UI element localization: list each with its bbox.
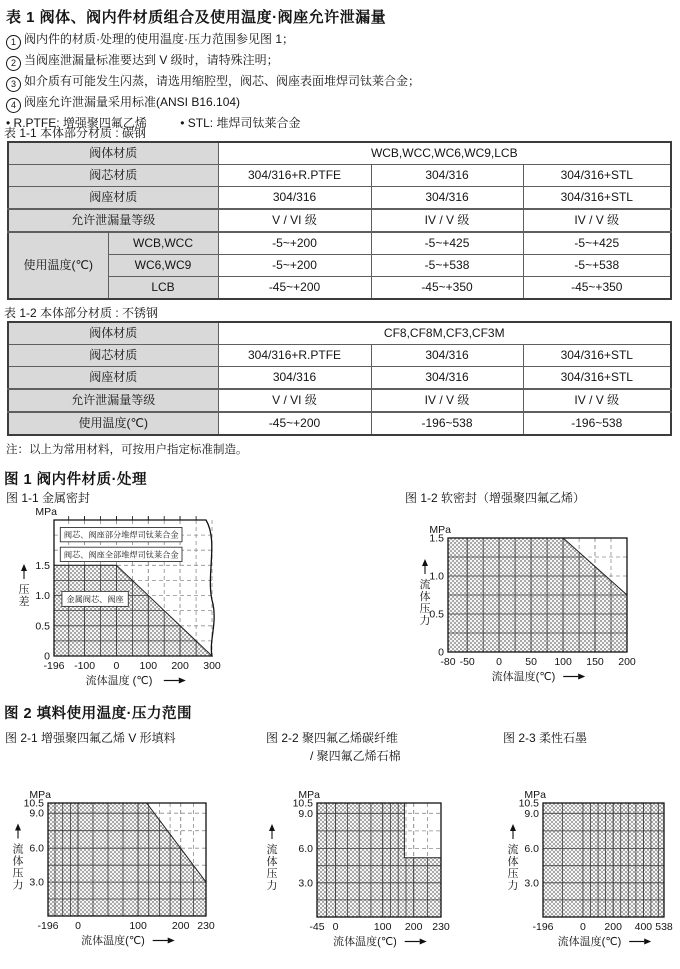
cell: 304/316 [218,187,371,210]
x-tick-label: -100 [74,660,96,672]
cell: -5~+425 [371,232,523,255]
table-footnote: 注：以上为常用材料，可按用户指定标准制造。 [6,444,248,456]
x-tick-label: 0 [75,920,81,932]
svg-text:流: 流 [507,844,519,856]
y-tick-label: 10.5 [23,797,44,810]
svg-text:体: 体 [419,591,431,603]
note-item [6,72,420,93]
svg-text:力: 力 [12,879,24,892]
svg-text:阀芯、阀座部分堆焊司钛莱合金: 阀芯、阀座部分堆焊司钛莱合金 [63,530,179,540]
x-axis-title: 流体温度(℃) [557,936,622,948]
cell: -45~+350 [523,277,671,300]
table-row [8,232,671,255]
y-tick-label: 0.5 [429,608,444,621]
x-tick-label: 150 [586,656,604,668]
x-tick-label: 200 [404,921,423,933]
circled-number: 4 [6,98,21,113]
cell: 304/316 [218,367,371,390]
fig2-2-caption-line1: 图 2-2 聚四氟乙烯碳纤维 [266,731,399,745]
x-axis-arrow [405,939,427,945]
x-axis-arrow [563,674,585,680]
notes-block [6,30,420,135]
y-tick-label: 9.0 [298,807,313,820]
cell: -45~+350 [371,277,523,300]
cell: 304/316 [371,187,523,210]
row-label: 阀体材质 [8,322,218,345]
x-tick-label: 50 [525,656,537,668]
annotation-box [62,591,128,606]
cell: CF8,CF8M,CF3,CF3M [218,322,671,345]
x-tick-label: 200 [618,656,636,668]
y-tick-label: 0 [44,650,50,663]
chart-fig2-2-ptfe-fiber-packing [260,779,460,951]
note-text: 如介质有可能发生闪蒸，请选用缩腔型，阀芯、阀座表面堆焊司钛莱合金； [24,74,421,88]
fig2-heading: 图 2 填料使用温度·压力范围 [4,706,192,722]
table-row [8,255,671,277]
x-tick-label: 400 [634,921,653,933]
note-text: 阀座允许泄漏量采用标准(ANSI B16.104) [24,95,241,109]
table-row [8,367,671,390]
x-tick-label: -45 [309,921,325,933]
y-tick-label: 0 [438,646,444,659]
cell: -196~538 [523,412,671,435]
x-tick-label: 300 [203,660,221,672]
row-label: 使用温度(℃) [8,232,108,299]
svg-text:压: 压 [507,868,519,880]
legend-rptfe: • R.PTFE: 增强聚四氟乙烯 [6,116,147,130]
cell: 304/316+STL [523,345,671,367]
table-row [8,389,671,412]
y-tick-label: 6.0 [29,842,44,855]
row-label: 阀座材质 [8,367,218,390]
y-tick-label: 1.0 [429,570,444,583]
cell: 304/316+R.PTFE [218,165,371,187]
row-label: 阀芯材质 [8,165,218,187]
x-tick-label: -196 [532,921,554,933]
cell: 304/316+R.PTFE [218,345,371,367]
cell: V / VI 级 [218,389,371,412]
table-row [8,142,671,165]
cell: -5~+538 [371,255,523,277]
cell: 304/316 [371,367,523,390]
x-tick-label: 538 [655,921,673,933]
cell: 304/316 [371,165,523,187]
y-axis-title [19,564,30,608]
y-tick-label: 0.5 [35,620,50,633]
x-axis-title: 流体温度(℃) [81,935,145,947]
svg-text:体: 体 [507,856,519,868]
cell: -5~+200 [218,232,371,255]
svg-text:差: 差 [18,596,30,608]
cell: 304/316+STL [523,165,671,187]
unit-label: MPa [429,524,451,536]
note-item [6,30,420,51]
svg-text:压: 压 [18,584,30,596]
y-tick-label: 9.0 [29,807,44,820]
y-tick-label: 6.0 [298,843,313,856]
cell: -196~538 [371,412,523,435]
x-axis-arrow [629,939,651,945]
annotation-box [60,547,182,561]
fig1-1-caption: 图 1-1 金属密封 [6,491,91,505]
cell: -45~+200 [218,277,371,300]
sub-label: WCB,WCC [108,232,218,255]
cell: IV / V 级 [371,389,523,412]
chart-fig2-3-graphite-packing [453,779,679,951]
table-row [8,412,671,435]
cell: -45~+200 [218,412,371,435]
row-label: 使用温度(℃) [8,412,218,435]
fig1-2-caption: 图 1-2 软密封（增强聚四氟乙烯） [405,491,586,505]
svg-text:流: 流 [419,579,431,591]
x-tick-label: -50 [459,656,475,668]
svg-text:阀芯、阀座全部堆焊司钛莱合金: 阀芯、阀座全部堆焊司钛莱合金 [63,550,179,560]
x-tick-label: 200 [171,660,189,672]
cell: 304/316 [371,345,523,367]
table-row [8,345,671,367]
x-axis-title: 流体温度(℃) [333,936,397,948]
cell: IV / V 级 [371,209,523,232]
x-tick-label: 100 [373,921,392,933]
svg-text:压: 压 [12,867,24,880]
unit-label: MPa [35,506,57,518]
sub-label: WC6,WC9 [108,255,218,277]
table-row [8,277,671,300]
y-axis-title [420,559,431,627]
table-row [8,165,671,187]
table-1-2-caption: 表 1-2 本体部分材质 : 不锈钢 [4,306,159,320]
row-label: 允许泄漏量等级 [8,209,218,232]
sub-label: LCB [108,277,218,300]
y-tick-label: 3.0 [524,877,539,890]
svg-text:力: 力 [419,615,431,627]
x-tick-label: -196 [37,920,59,932]
svg-text:力: 力 [507,880,519,892]
table-row [8,322,671,345]
x-tick-label: 100 [554,656,572,668]
y-tick-label: 1.0 [35,590,50,602]
unit-label: MPa [29,789,51,801]
unit-label: MPa [298,789,320,801]
x-tick-label: 100 [129,920,147,932]
y-tick-label: 3.0 [29,876,44,889]
table-row [8,187,671,210]
table-1-2 [7,321,672,436]
circled-number: 2 [6,56,21,71]
x-tick-label: 0 [579,921,586,933]
y-tick-label: 10.5 [518,797,539,810]
svg-text:流: 流 [266,844,278,856]
x-tick-label: 0 [113,660,120,672]
svg-text:体: 体 [266,856,278,868]
cell: 304/316+STL [523,187,671,210]
svg-text:力: 力 [266,880,278,892]
x-axis-arrow [153,938,175,944]
cell: WCB,WCC,WC6,WC9,LCB [218,142,671,165]
chart-fig2-1-rptfe-packing [6,779,224,951]
svg-text:体: 体 [12,855,24,868]
y-tick-label: 10.5 [292,797,313,810]
x-tick-label: 230 [432,921,450,933]
x-tick-label: 0 [332,921,339,933]
unit-label: MPa [524,789,546,801]
svg-text:压: 压 [266,868,278,880]
row-label: 阀芯材质 [8,345,218,367]
svg-text:金属阀芯、阀座: 金属阀芯、阀座 [66,594,124,604]
note-text: 阀内件的材质·处理的使用温度·压力范围参见图 1； [24,32,295,46]
svg-text:压: 压 [419,603,431,615]
cell: V / VI 级 [218,209,371,232]
note-item [6,51,420,72]
x-tick-label: 200 [171,920,190,932]
x-axis-title: 流体温度 (℃) [85,675,153,687]
circled-number: 3 [6,77,21,92]
fig2-1-caption: 图 2-1 增强聚四氟乙烯 V 形填料 [5,731,176,745]
svg-text:流: 流 [12,843,24,856]
x-axis-title: 流体温度(℃) [491,671,556,683]
y-tick-label: 1.5 [429,532,444,545]
y-tick-label: 6.0 [524,843,539,856]
row-label: 允许泄漏量等级 [8,389,218,412]
table-row [8,209,671,232]
y-axis-title [13,824,24,892]
y-tick-label: 9.0 [524,807,539,820]
x-tick-label: 230 [197,920,215,932]
table-1-1-caption: 表 1-1 本体部分材质 : 碳钢 [4,126,147,140]
fig2-3-caption: 图 2-3 柔性石墨 [503,731,588,745]
fig2-2-caption-line2: / 聚四氟乙烯石棉 [310,749,401,763]
cell: IV / V 级 [523,389,671,412]
fig1-heading: 图 1 阀内件材质·处理 [4,472,147,488]
cell: -5~+200 [218,255,371,277]
legend-stl: • STL: 堆焊司钛莱合金 [180,116,300,130]
row-label: 阀体材质 [8,142,218,165]
y-axis-title [508,824,519,892]
x-tick-label: -80 [440,656,456,668]
x-tick-label: -196 [43,660,65,672]
cell: IV / V 级 [523,209,671,232]
chart-fig1-2-soft-seal [412,524,644,686]
page-title: 表 1 阀体、阀内件材质组合及使用温度·阀座允许泄漏量 [6,9,387,26]
chart-fig1-1-metal-seal [8,506,243,690]
note-text: 当阀座泄漏量标准要达到 V 级时，请特殊注明； [24,53,279,67]
circled-number: 1 [6,35,21,50]
y-axis-title [267,824,278,892]
x-tick-label: 100 [139,660,158,672]
x-axis-arrow [164,678,186,684]
cell: -5~+425 [523,232,671,255]
annotation-box [60,528,182,542]
cell: 304/316+STL [523,367,671,390]
cell: -5~+538 [523,255,671,277]
y-tick-label: 3.0 [298,877,313,890]
x-tick-label: 200 [604,921,622,933]
table-1-1 [7,141,672,300]
x-tick-label: 0 [496,656,503,668]
note-item [6,93,420,114]
y-tick-label: 1.5 [35,559,50,572]
row-label: 阀座材质 [8,187,218,210]
